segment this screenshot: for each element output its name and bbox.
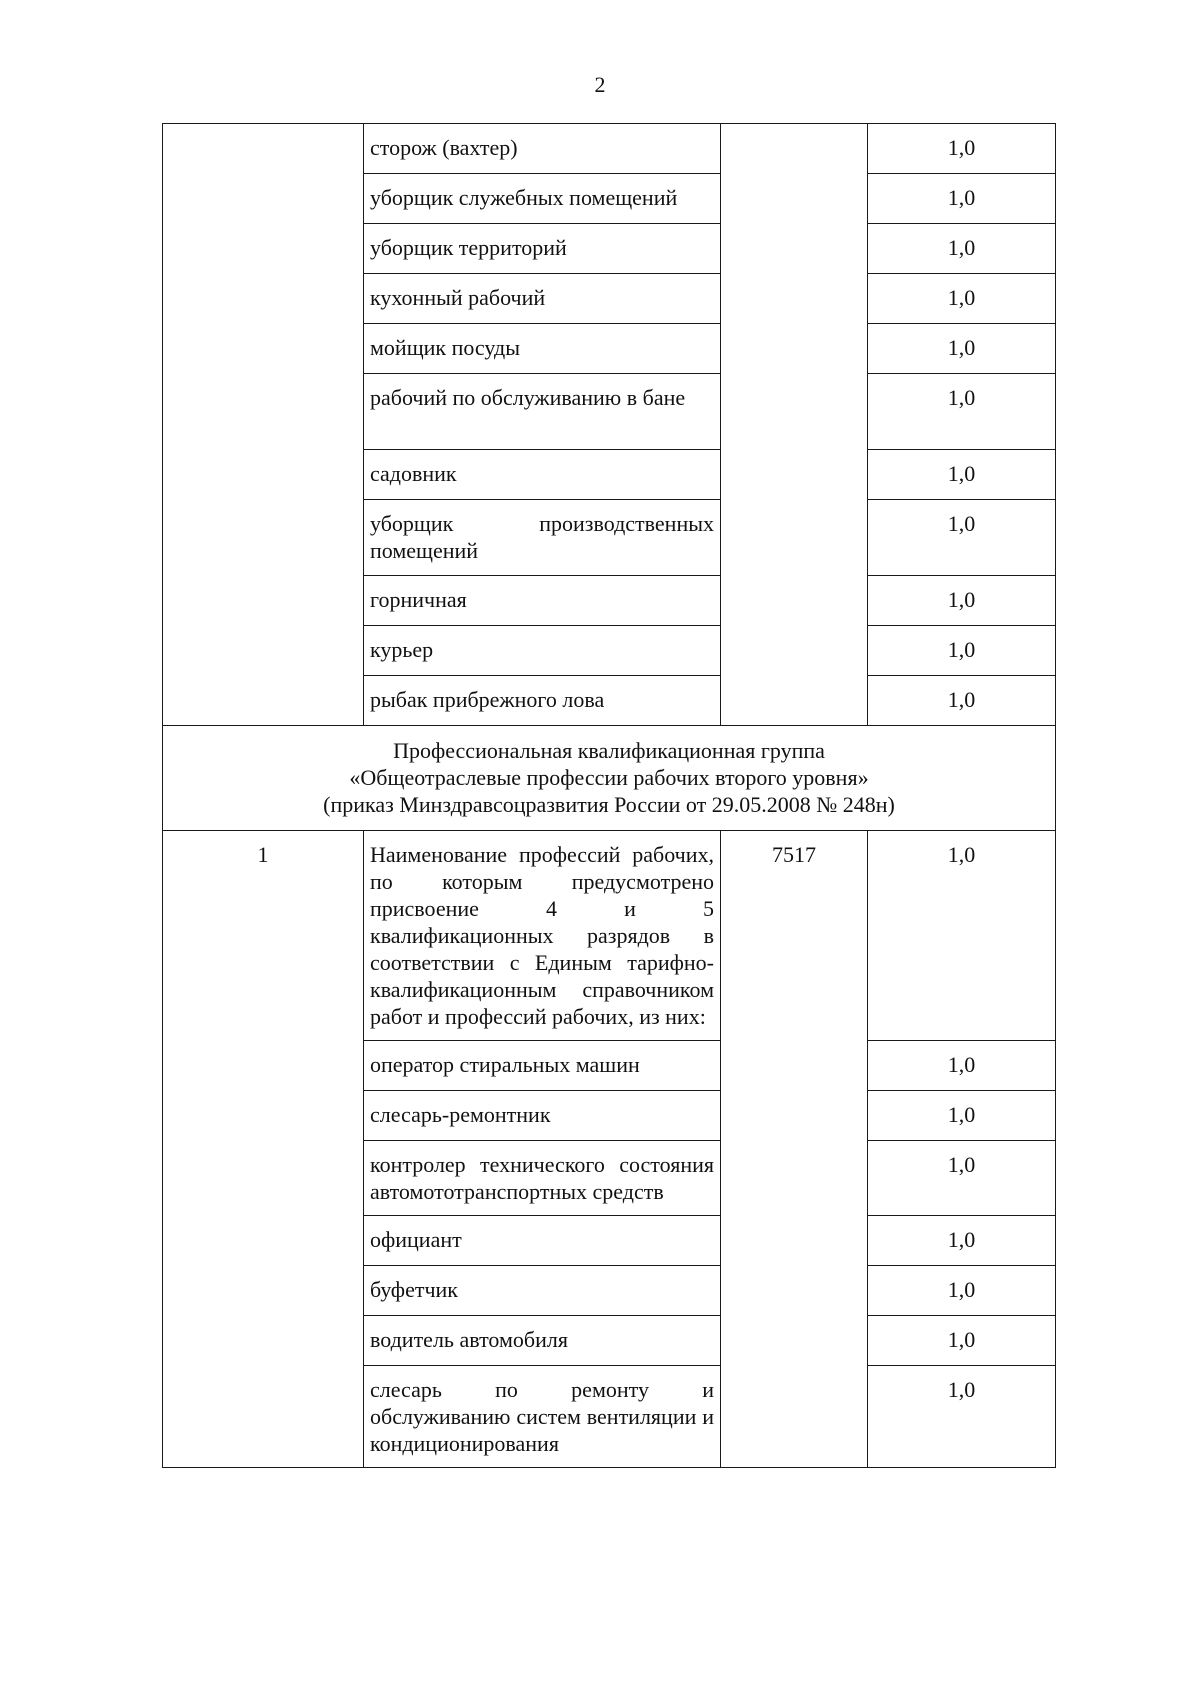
coefficient: 1,0 [868, 450, 1056, 500]
page-number: 2 [594, 72, 606, 97]
coefficient: 1,0 [868, 576, 1056, 626]
profession-name: сторож (вахтер) [364, 124, 721, 174]
qualification-level: 1 [163, 831, 364, 1468]
profession-name: водитель автомобиля [364, 1316, 721, 1366]
coefficient: 1,0 [868, 626, 1056, 676]
table-row [163, 831, 1056, 1041]
profession-name: уборщик служебных помещений [364, 174, 721, 224]
coefficient: 1,0 [868, 124, 1056, 174]
coefficient: 1,0 [868, 1091, 1056, 1141]
profession-table [162, 123, 1056, 1468]
coefficient: 1,0 [868, 676, 1056, 726]
coefficient: 1,0 [868, 1366, 1056, 1468]
table-row [163, 124, 1056, 174]
profession-name: курьер [364, 626, 721, 676]
okdptr-code: 7517 [721, 831, 868, 1468]
profession-name: рабочий по обслуживанию в бане [364, 374, 721, 450]
group-heading-line: Профессиональная квалификационная группа [393, 738, 825, 763]
profession-name: рыбак прибрежного лова [364, 676, 721, 726]
group-heading-row [163, 726, 1056, 831]
coefficient: 1,0 [868, 374, 1056, 450]
coefficient: 1,0 [868, 224, 1056, 274]
profession-name: уборщик производственных помещений [364, 500, 721, 576]
coefficient: 1,0 [868, 324, 1056, 374]
coefficient: 1,0 [868, 274, 1056, 324]
coefficient: 1,0 [868, 1316, 1056, 1366]
coefficient: 1,0 [868, 1041, 1056, 1091]
profession-name: слесарь по ремонту и обслуживанию систем вентиляции и кондиционирования [364, 1366, 721, 1468]
profession-name: контролер технического состояния автомототранспортных средств [364, 1141, 721, 1216]
coefficient: 1,0 [868, 174, 1056, 224]
profession-name: уборщик территорий [364, 224, 721, 274]
profession-name: мойщик посуды [364, 324, 721, 374]
group-heading-line: «Общеотраслевые профессии рабочих второго уровня» [349, 765, 869, 790]
coefficient: 1,0 [868, 500, 1056, 576]
profession-name: оператор стиральных машин [364, 1041, 721, 1091]
code-cell-empty [721, 124, 868, 726]
profession-name: слесарь-ремонтник [364, 1091, 721, 1141]
profession-name: кухонный рабочий [364, 274, 721, 324]
group-heading-line: (приказ Минздравсоцразвития России от 29.05.2008 № 248н) [323, 792, 895, 817]
profession-name: официант [364, 1216, 721, 1266]
profession-group-description: Наименование профессий рабочих, по которым предусмотрено присвоение 4 и 5 квалификационных разрядов в соответствии с Единым тарифно-квалификационным справочником работ и профессий рабочих, из них: [364, 831, 721, 1041]
group-heading [163, 726, 1056, 831]
coefficient: 1,0 [868, 1266, 1056, 1316]
profession-name: буфетчик [364, 1266, 721, 1316]
level-cell-empty [163, 124, 364, 726]
coefficient: 1,0 [868, 1216, 1056, 1266]
profession-name: горничная [364, 576, 721, 626]
profession-name: садовник [364, 450, 721, 500]
coefficient: 1,0 [868, 1141, 1056, 1216]
coefficient: 1,0 [868, 831, 1056, 1041]
